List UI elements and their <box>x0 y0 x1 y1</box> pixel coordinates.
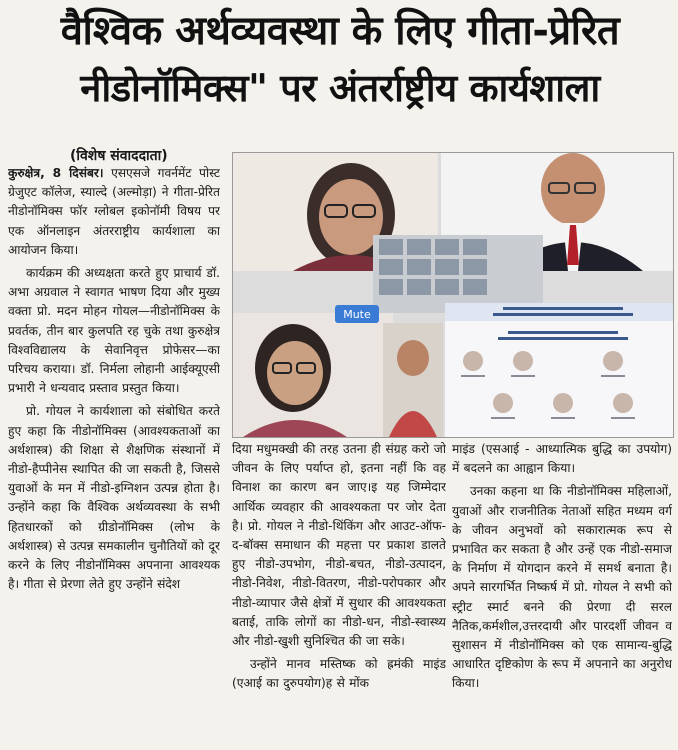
article-column-3 <box>452 440 672 745</box>
paragraph-5: उन्होंने मानव मस्तिष्क को ह्रमंकी माइंड (एआई का दुरुपयोग)ह से मोंक <box>232 657 446 691</box>
paragraph-3: प्रो. गोयल ने कार्यशाला को संबोधित करते हुए कहा कि नीडोनॉमिक्स (आवश्यकताओं का अर्थशास्त्र) की शिक्षा से शैक्षणिक संस्थानों में नीडो-हैप्पीनेस स्थापित की जा सकती है, जिससे युवाओं के मन में नीडो-इग्निशन उत्पन्न होता है। उन्होंने कहा कि वैश्विक अर्थव्यवस्था के सभी हितधारकों को ग्रीडोनॉमिक्स (लोभ के अर्थशास्त्र) से उत्पन्न समकालीन चुनौतियों को दूर करने के लिए नीडोनॉमिक्स अपनाना आवश्यक है। गीता से प्रेरणा लेते हुए उन्होंने संदेश <box>8 404 220 592</box>
paragraph-intro <box>8 164 220 260</box>
paragraph-1-text: एसएसजे गवर्नमेंट पोस्ट ग्रेजुएट कॉलेज, स्याल्दे (अल्मोड़ा) ने गीता-प्रेरित नीडोनॉमिक्स फॉर ग्लोबल इकोनॉमी विषय पर एक ऑनलाइन अंतरराष्ट्रीय कार्यशाला का आयोजन किया। <box>8 166 220 257</box>
article-column-2 <box>232 440 446 745</box>
byline: (विशेष संवाददाता) <box>70 148 168 164</box>
dateline: कुरुक्षेत्र, 8 दिसंबर। <box>8 166 104 180</box>
workshop-screenshot-graphic <box>233 153 673 437</box>
headline <box>10 4 670 118</box>
paragraph-6: माइंड (एसआई - आध्यात्मिक बुद्धि का उपयोग) में बदलने का आह्वान किया। <box>452 442 672 476</box>
mute-label: Mute <box>343 308 371 321</box>
paragraph-7: उनका कहना था कि नीडोनॉमिक्स महिलाओं, युवाओं और राजनीतिक नेताओं सहित मध्यम वर्ग के जीवन अनुभवों को सकारात्मक रूप से प्रभावित कर सकता है और उन्हें एक नीडो-समाज के निर्माण में योगदान करने में समर्थ बनाता है। अपने सारगर्भित निष्कर्ष में प्रो. गोयल ने सभी को स्ट्रीट स्मार्ट बनने की प्रेरणा दी सरल नैतिक,कर्मशील,उत्तरदायी और पारदर्शी जीवन व सुशासन में नीडोनॉमिक्स को एक सामान्य-बुद्धि आधारित दृष्टिकोण के रूप में अपनाने का अनुरोध किया। <box>452 484 672 691</box>
workshop-photo <box>232 152 674 438</box>
article-column-1 <box>8 164 220 744</box>
headline-line-1: वैश्विक अर्थव्यवस्था के लिए गीता-प्रेरित <box>60 8 620 54</box>
headline-line-2: नीडोनॉमिक्स" पर अंतर्राष्ट्रीय कार्यशाला <box>80 66 600 110</box>
paragraph-2: कार्यक्रम की अध्यक्षता करते हुए प्राचार्य डॉ. अभा अग्रवाल ने स्वागत भाषण दिया और मुख्य वक्ता प्रो. मदन मोहन गोयल—नीडोनॉमिक्स के प्रवर्तक, तीन बार कुलपति रह चुके तथा कुरुक्षेत्र विश्वविद्यालय के सेवानिवृत्त प्रोफेसर—का परिचय कराया। डॉ. निर्मला लोहानी आईक्यूएसी प्रभारी ने धन्यवाद प्रस्ताव प्रस्तुत किया। <box>8 266 220 396</box>
paragraph-4: दिया मधुमक्खी की तरह उतना ही संग्रह करो जो जीवन के लिए पर्याप्त हो, इतना नहीं कि वह विनाश का कारण बन जाए।इ यह जिम्मेदार आर्थिक व्यवहार की आवश्यकता पर जोर देता है। प्रो. गोयल ने नीडो-थिंकिंग और आउट-ऑफ-द-बॉक्स समाधान की महत्ता पर प्रकाश डालते हुए नीडो-उपभोग, नीडो-बचत, नीडो-उत्पादन, नीडो-निवेश, नीडो-वितरण, नीडो-परोपकार और नीडो-व्यापार जैसे क्षेत्रों में सुधार की आवश्यकता बताई, ताकि लोगों का नीडो-धन, नीडो-स्वास्थ्य और नीडो-खुशी सुनिश्चित की जा सके। <box>232 442 446 649</box>
